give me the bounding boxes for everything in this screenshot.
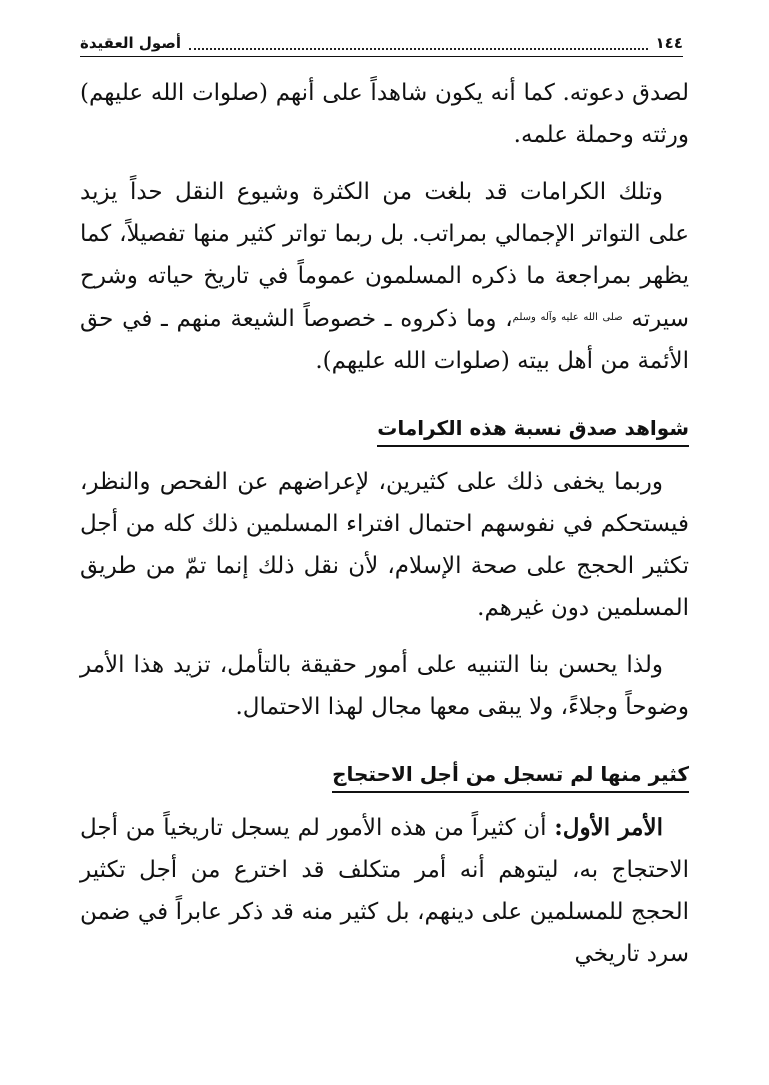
- paragraph: ولذا يحسن بنا التنبيه على أمور حقيقة بالتأمل، تزيد هذا الأمر وضوحاً وجلاءً، ولا يبقى معها مجال لهذا الاحتمال.: [80, 652, 689, 720]
- paragraph: [80, 807, 689, 975]
- section-heading-wrapper: [80, 407, 689, 441]
- paragraph-text: وتلك الكرامات قد بلغت من الكثرة وشيوع النقل حداً يزيد على التواتر الإجمالي بمراتب. بل ربما تواتر كثير منها تفصيلاً، كما يظهر بمراجعة ما ذكره المسلمون عموماً في تاريخ حياته وشرح سيرته: [80, 179, 689, 332]
- paragraph: لصدق دعوته. كما أنه يكون شاهداً على أنهم (صلوات الله عليهم) ورثته وحملة علمه.: [80, 80, 689, 148]
- paragraph-text: ، وما ذكروه ـ خصوصاً الشيعة منهم ـ في حق الأئمة من أهل بيته (صلوات الله عليهم).: [80, 306, 689, 374]
- book-title: أصول العقيدة: [80, 34, 181, 52]
- lead-label: الأمر الأول:: [554, 814, 664, 841]
- running-header: [80, 30, 683, 57]
- page-number: ١٤٤: [655, 34, 683, 52]
- header-leader-dots: [189, 36, 648, 50]
- paragraph: وربما يخفى ذلك على كثيرين، لإعراضهم عن الفحص والنظر، فيستحكم في نفوسهم احتمال افتراء المسلمين ذلك كله من أجل تكثير الحجج على صحة الإسلام، لأن نقل ذلك إنما تمّ من طريق المسلمين دون غيرهم.: [80, 469, 689, 621]
- section-heading: شواهد صدق نسبة هذه الكرامات: [377, 414, 689, 447]
- section-heading-wrapper: [80, 753, 689, 787]
- section-heading: كثير منها لم تسجل من أجل الاحتجاج: [332, 760, 689, 793]
- page-body: [80, 72, 689, 990]
- honorific-symbol: صلى الله عليه وآله وسلم: [512, 312, 623, 323]
- paragraph: [80, 171, 689, 382]
- paragraph-text: أن كثيراً من هذه الأمور لم يسجل تاريخياً من أجل الاحتجاج به، ليتوهم أنه أمر متكلف قد اخترع من أجل تكثير الحجج للمسلمين على دينهم، بل كثير منه قد ذكر عابراً في ضمن سرد تاريخي: [80, 815, 689, 967]
